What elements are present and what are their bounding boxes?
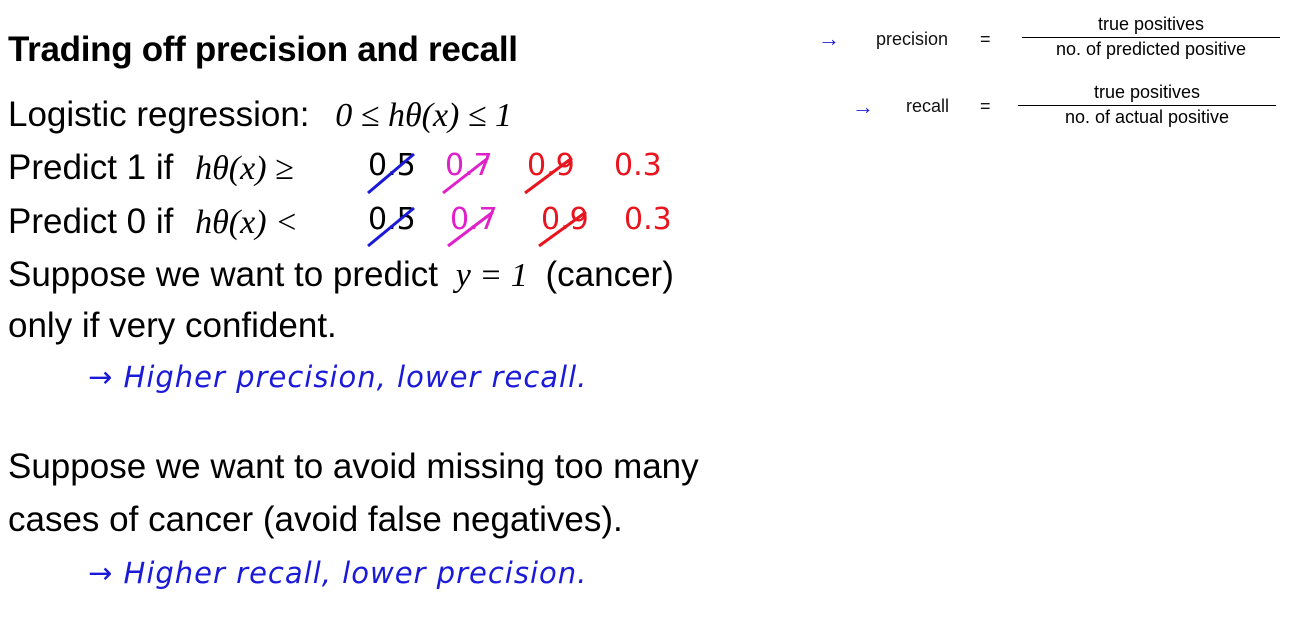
predict0-math: hθ(x) < <box>195 204 298 241</box>
recall-equals: = <box>980 96 991 116</box>
suppose2-line: Suppose we want to avoid missing too many <box>8 447 699 486</box>
predict1-threshold-red: 0.3 <box>614 148 662 183</box>
predict1-threshold-red-crossed: 0.9 <box>527 148 575 183</box>
suppose1-text-a: Suppose we want to predict <box>8 255 438 294</box>
slide-title: Trading off precision and recall <box>8 30 518 69</box>
strike-predict1-red <box>525 158 572 193</box>
precision-arrow-icon: → <box>818 26 840 51</box>
strike-predict1-pink <box>443 158 488 193</box>
precision-denominator: no. of predicted positive <box>1055 39 1247 59</box>
predict0-threshold-red-crossed: 0.9 <box>541 202 589 237</box>
suppose1-line2: only if very confident. <box>8 306 337 345</box>
recall-denominator: no. of actual positive <box>1064 107 1230 127</box>
predict1-label: Predict 1 if <box>8 148 174 187</box>
strike-predict1-original <box>368 154 414 193</box>
suppose1-text-b: (cancer) <box>545 255 674 294</box>
logistic-math: 0 ≤ hθ(x) ≤ 1 <box>335 97 513 134</box>
precision-label: precision <box>876 29 949 49</box>
predict0-threshold-original: 0.5 <box>368 202 416 237</box>
predict1-threshold-pink: 0.7 <box>445 148 493 183</box>
suppose1-line <box>8 255 674 295</box>
strike-predict0-red <box>539 212 586 246</box>
precision-numerator: true positives <box>1097 14 1205 34</box>
recall-label: recall <box>906 96 950 116</box>
suppose2-line2: cases of cancer (avoid false negatives). <box>8 500 623 539</box>
handwritten-note-1: → Higher precision, lower recall. <box>88 360 588 394</box>
strike-predict0-original <box>368 208 414 246</box>
precision-equals: = <box>980 29 991 49</box>
recall-arrow-icon: → <box>852 94 874 119</box>
strike-predict0-pink <box>448 212 493 246</box>
recall-numerator: true positives <box>1093 82 1201 102</box>
predict1-threshold-original: 0.5 <box>368 148 416 183</box>
predict0-label: Predict 0 if <box>8 202 174 241</box>
logistic-label: Logistic regression: <box>8 95 310 134</box>
suppose1-math: y = 1 <box>455 257 528 294</box>
predict1-math: hθ(x) ≥ <box>195 150 294 187</box>
predict0-threshold-red: 0.3 <box>624 202 672 237</box>
handwritten-note-2: → Higher recall, lower precision. <box>88 556 588 590</box>
predict0-threshold-pink: 0.7 <box>450 202 498 237</box>
